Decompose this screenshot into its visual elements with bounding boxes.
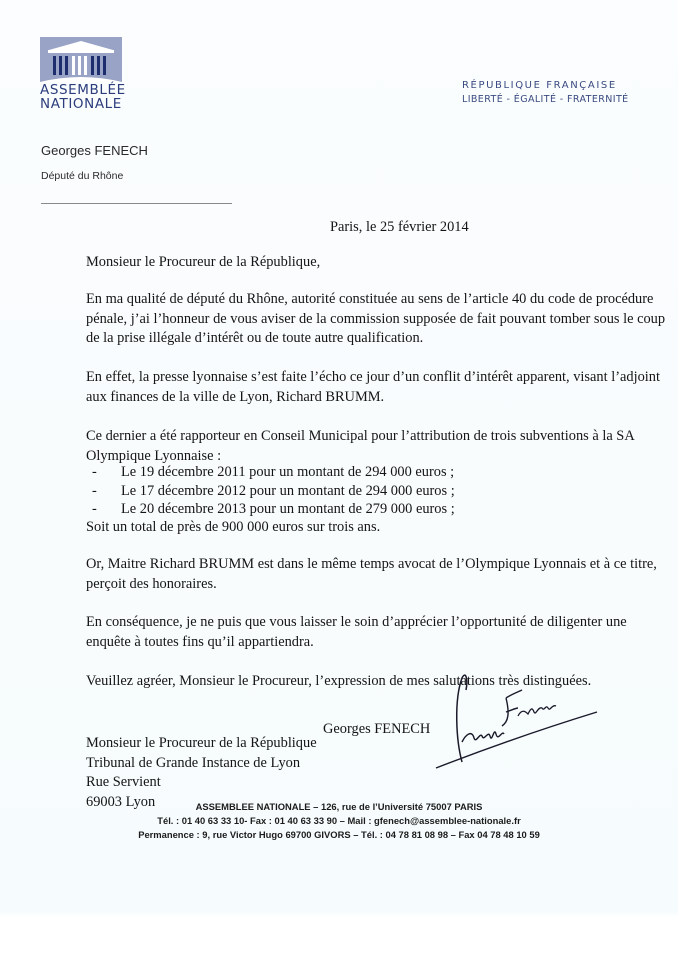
logo-wordmark <box>40 83 124 111</box>
sender-title: Député du Rhône <box>41 170 124 182</box>
paragraph-1: En ma qualité de député du Rhône, autorité constituée au sens de l’article 40 du code de procédure pénale, j’ai l’honneur de vous aviser de la commission supposée de fait pouvant tomber sous le coup de la prise illégale d’intérêt ou de toute autre qualification. <box>86 291 666 346</box>
total-line: Soit un total de près de 900 000 euros sur trois ans. <box>86 519 381 535</box>
salutation: Monsieur le Procureur de la République, <box>86 254 321 270</box>
recipient-line-4: 69003 Lyon <box>86 794 156 811</box>
republique-francaise: RÉPUBLIQUE FRANÇAISE <box>462 80 617 91</box>
subsidy-list <box>86 463 646 519</box>
signer-name: Georges FENECH <box>323 721 431 737</box>
recipient-line-2: Tribunal de Grande Instance de Lyon <box>86 754 301 771</box>
paragraph-6: En conséquence, je ne puis que vous laisser le soin d’apprécier l’opportunité de diligenter une enquête à toutes fins qu’il appartiendra. <box>86 614 627 650</box>
recipient-line-3: Rue Servient <box>86 774 161 791</box>
footer-address: ASSEMBLEE NATIONALE – 126, rue de l’Université 75007 PARIS <box>195 801 483 812</box>
sender-name: Georges FENECH <box>41 143 148 158</box>
logo-line-2: NATIONALE <box>40 96 122 112</box>
recipient-line-1: Monsieur le Procureur de la République <box>86 735 317 751</box>
list-item: - Le 17 décembre 2012 pour un montant de 294 000 euros ; <box>86 482 646 501</box>
assemblee-nationale-logo <box>40 37 122 82</box>
footer-permanence: Permanence : 9, rue Victor Hugo 69700 GIVORS – Tél. : 04 78 81 08 98 – Fax 04 78 48 10 59 <box>138 829 540 840</box>
footer-contact: Tél. : 01 40 63 33 10- Fax : 01 40 63 33 90 – Mail : gfenech@assemblee-nationale.fr <box>157 815 521 826</box>
palais-bourbon-icon <box>40 37 122 82</box>
closing-paragraph: Veuillez agréer, Monsieur le Procureur, l’expression de mes salutations très distinguées. <box>86 673 592 689</box>
paragraph-3: Ce dernier a été rapporteur en Conseil Municipal pour l’attribution de trois subventions à la SA Olympique Lyonnaise : <box>86 428 634 464</box>
list-item: - Le 19 décembre 2011 pour un montant de 294 000 euros ; <box>86 463 646 482</box>
devise: LIBERTÉ - ÉGALITÉ - FRATERNITÉ <box>462 94 629 105</box>
paragraph-5: Or, Maitre Richard BRUMM est dans le même temps avocat de l’Olympique Lyonnais et à ce titre, perçoit des honoraires. <box>86 556 657 592</box>
letter-date: Paris, le 25 février 2014 <box>330 219 469 235</box>
list-item: - Le 20 décembre 2013 pour un montant de 279 000 euros ; <box>86 500 646 519</box>
logo-line-1: ASSEMBLÉE <box>40 82 126 98</box>
divider <box>41 203 232 204</box>
paragraph-2: En effet, la presse lyonnaise s’est faite l’écho ce jour d’un conflit d’intérêt apparent, visant l’adjoint aux finances de la ville de Lyon, Richard BRUMM. <box>86 369 660 405</box>
handwritten-signature <box>432 670 602 770</box>
